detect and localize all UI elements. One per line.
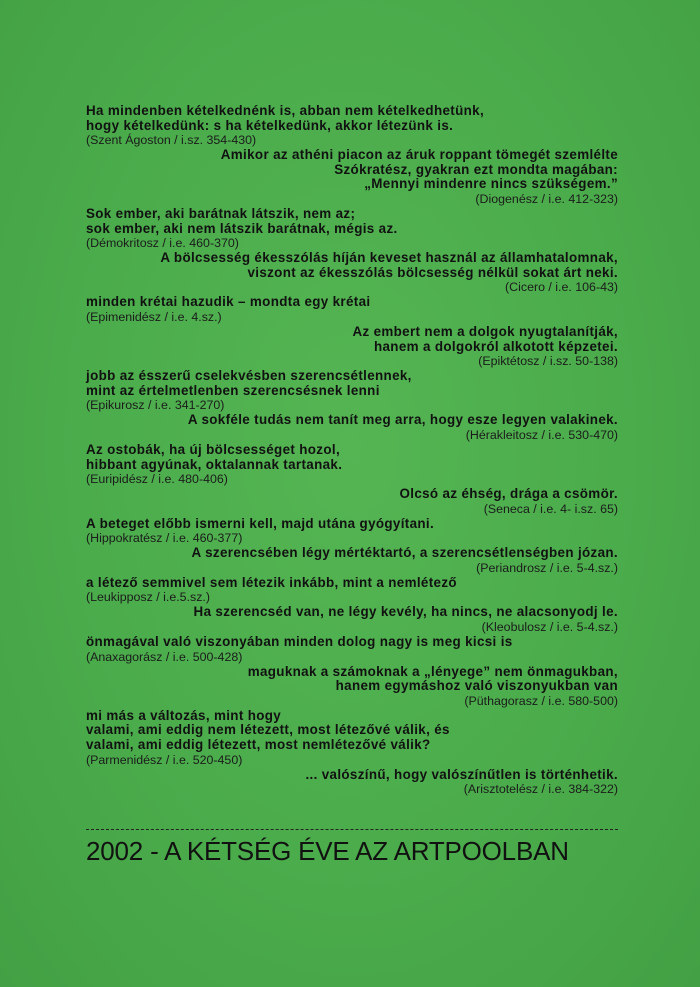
quote-line: viszont az ékesszólás bölcsesség nélkül sokat árt neki. xyxy=(247,264,618,280)
quote-epimenides xyxy=(86,295,618,325)
quote-line: Ha szerencséd van, ne légy kevély, ha nincs, ne alacsonyodj le. xyxy=(193,604,618,620)
dashed-divider xyxy=(86,829,618,830)
quote-line: hibbant agyúnak, oktalannak tartanak. xyxy=(86,456,343,472)
quote-hippocrates xyxy=(86,517,618,547)
quote-line: maguknak a számoknak a „lényege” nem önmagukban, xyxy=(247,663,618,679)
quote-parmenides xyxy=(86,709,618,768)
quote-seneca xyxy=(86,487,618,517)
quote-line: mi más a változás, mint hogy xyxy=(86,707,282,723)
quote-heraclitus xyxy=(86,413,618,443)
quote-attribution: (Hippokratész / i.e. 460-377) xyxy=(86,531,243,546)
quote-democritus xyxy=(86,207,618,251)
quote-attribution: (Püthagorasz / i.e. 580-500) xyxy=(464,693,618,708)
quote-pythagoras xyxy=(86,665,618,709)
quote-line: Az ostobák, ha új bölcsességet hozol, xyxy=(86,441,341,457)
quote-line: Az embert nem a dolgok nyugtalanítják, xyxy=(352,323,618,339)
quote-leucippus xyxy=(86,576,618,606)
quote-anaxagoras xyxy=(86,635,618,665)
quote-line: hanem a dolgokról alkotott képzetei. xyxy=(373,338,618,354)
quote-line: Szókratész, gyakran ezt mondta magában: xyxy=(334,161,618,177)
quote-attribution: (Diogenész / i.e. 412-323) xyxy=(475,191,618,206)
quote-attribution: (Szent Ágoston / i.sz. 354-430) xyxy=(86,133,257,148)
quote-line: A bölcsesség ékesszólás híján keveset használ az államhatalomnak, xyxy=(160,250,618,266)
quote-line: hogy kételkedünk: s ha kételkedünk, akkor létezünk is. xyxy=(86,117,454,133)
quote-attribution: (Epikurosz / i.e. 341-270) xyxy=(86,398,225,413)
quote-line: a létező semmivel sem létezik inkább, mint a nemlétező xyxy=(86,574,457,590)
quote-diogenes xyxy=(86,148,618,207)
quote-attribution: (Kleobulosz / i.e. 5-4.sz.) xyxy=(481,620,618,635)
quote-epicurus xyxy=(86,369,618,413)
quote-cleobulus xyxy=(86,605,618,635)
quote-attribution: (Arisztotelész / i.e. 384-322) xyxy=(463,782,618,797)
quote-euripides xyxy=(86,443,618,487)
quote-line: „Mennyi mindenre nincs szükségem.” xyxy=(364,176,618,192)
footer-title: 2002 - A KÉTSÉG ÉVE AZ ARTPOOLBAN xyxy=(86,836,569,866)
quote-attribution: (Leukipposz / i.e.5.sz.) xyxy=(86,590,210,605)
quote-cicero xyxy=(86,251,618,295)
quote-line: valami, ami eddig nem létezett, most létezővé válik, és xyxy=(86,722,450,738)
quote-line: ... valószínű, hogy valószínűtlen is történhetik. xyxy=(305,766,618,782)
quote-line: mint az értelmetlenben szerencsésnek lenni xyxy=(86,382,380,398)
quote-line: jobb az ésszerű cselekvésben szerencsétlennek, xyxy=(86,368,412,384)
quote-line: sok ember, aki nem látszik barátnak, mégis az. xyxy=(86,220,398,236)
quote-attribution: (Cicero / i.e. 106-43) xyxy=(505,280,618,295)
quote-aristotle xyxy=(86,768,618,798)
quote-line: Olcsó az éhség, drága a csömör. xyxy=(399,486,618,502)
quote-attribution: (Periandrosz / i.e. 5-4.sz.) xyxy=(476,560,618,575)
quotes-column xyxy=(86,104,618,797)
quote-epictetus xyxy=(86,325,618,369)
quote-line: önmagával való viszonyában minden dolog nagy is meg kicsi is xyxy=(86,634,513,650)
quote-line: valami, ami eddig létezett, most nemlétezővé válik? xyxy=(86,737,431,753)
quote-line: A sokféle tudás nem tanít meg arra, hogy esze legyen valakinek. xyxy=(187,412,618,428)
quote-line: minden krétai hazudik – mondta egy krétai xyxy=(86,294,371,310)
quote-attribution: (Seneca / i.e. 4- i.sz. 65) xyxy=(483,501,618,516)
quote-line: hanem egymáshoz való viszonyukban van xyxy=(335,678,618,694)
quote-augustine xyxy=(86,104,618,148)
quote-attribution: (Démokritosz / i.e. 460-370) xyxy=(86,236,239,251)
quote-line: Sok ember, aki barátnak látszik, nem az; xyxy=(86,205,356,221)
quote-attribution: (Anaxagorász / i.e. 500-428) xyxy=(86,649,243,664)
quote-line: A szerencsében légy mértéktartó, a szerencsétlenségben józan. xyxy=(191,545,618,561)
quote-line: A beteget előbb ismerni kell, majd utána gyógyítani. xyxy=(86,515,435,531)
quote-attribution: (Epimenidész / i.e. 4.sz.) xyxy=(86,309,222,324)
quote-line: Ha mindenben kételkednénk is, abban nem kételkedhetünk, xyxy=(86,103,485,118)
quote-attribution: (Parmenidész / i.e. 520-450) xyxy=(86,752,243,767)
quote-attribution: (Euripidész / i.e. 480-406) xyxy=(86,472,228,487)
quote-attribution: (Epiktétosz / i.sz. 50-138) xyxy=(478,354,618,369)
quote-attribution: (Hérakleitosz / i.e. 530-470) xyxy=(465,427,618,442)
quote-periander xyxy=(86,546,618,576)
quote-line: Amikor az athéni piacon az áruk roppant tömegét szemlélte xyxy=(220,147,618,163)
